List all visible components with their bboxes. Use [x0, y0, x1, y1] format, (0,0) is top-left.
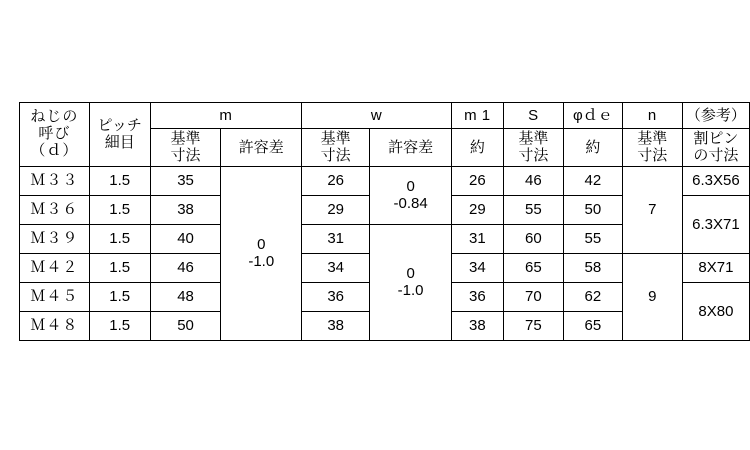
header-de-approx: 約 [564, 129, 623, 167]
header-m-standard-dim: 基準 寸法 [150, 129, 221, 167]
cell-m-standard: 40 [150, 225, 221, 254]
cell-m-standard: 35 [150, 167, 221, 196]
cell-pitch: 1.5 [89, 312, 150, 341]
cell-de: 55 [564, 225, 623, 254]
spec-table-container [19, 102, 750, 341]
header-split-pin-dim: 割ピン の寸法 [682, 129, 749, 167]
cell-m1: 34 [451, 254, 503, 283]
header-n-standard-dim: 基準 寸法 [622, 129, 682, 167]
cell-de: 65 [564, 312, 623, 341]
cell-n-standard-group2: 9 [622, 254, 682, 341]
cell-m1: 31 [451, 225, 503, 254]
cell-thread-size: Ｍ４５ [20, 283, 90, 312]
cell-m-standard: 38 [150, 196, 221, 225]
cell-m-standard: 50 [150, 312, 221, 341]
cell-de: 42 [564, 167, 623, 196]
cell-w-standard: 26 [302, 167, 370, 196]
cell-thread-size: Ｍ４２ [20, 254, 90, 283]
cell-w-standard: 38 [302, 312, 370, 341]
cell-m1: 29 [451, 196, 503, 225]
cell-de: 62 [564, 283, 623, 312]
header-m-tolerance: 許容差 [221, 129, 302, 167]
cell-split-pin-2: 6.3X71 [682, 196, 749, 254]
header-m1-approx: 約 [451, 129, 503, 167]
table-header-row-top [20, 103, 750, 129]
cell-w-tolerance-group1: 0 -0.84 [370, 167, 452, 225]
cell-m1: 26 [451, 167, 503, 196]
cell-split-pin-1: 6.3X56 [682, 167, 749, 196]
cell-thread-size: Ｍ３６ [20, 196, 90, 225]
cell-s: 65 [503, 254, 563, 283]
cell-s: 70 [503, 283, 563, 312]
header-m: m [150, 103, 301, 129]
table-row [20, 167, 750, 196]
cell-w-standard: 31 [302, 225, 370, 254]
cell-pitch: 1.5 [89, 254, 150, 283]
cell-pitch: 1.5 [89, 283, 150, 312]
cell-m-standard: 48 [150, 283, 221, 312]
cell-pitch: 1.5 [89, 196, 150, 225]
header-w-tolerance: 許容差 [370, 129, 452, 167]
cell-m1: 36 [451, 283, 503, 312]
cell-m1: 38 [451, 312, 503, 341]
header-reference: （参考） [682, 103, 749, 129]
cell-s: 46 [503, 167, 563, 196]
cell-thread-size: Ｍ３３ [20, 167, 90, 196]
cell-thread-size: Ｍ４８ [20, 312, 90, 341]
cell-n-standard-group1: 7 [622, 167, 682, 254]
header-w: w [302, 103, 452, 129]
header-w-standard-dim: 基準 寸法 [302, 129, 370, 167]
cell-thread-size: Ｍ３９ [20, 225, 90, 254]
header-thread-size: ねじの 呼び （ｄ） [20, 103, 90, 167]
cell-de: 58 [564, 254, 623, 283]
cell-m-standard: 46 [150, 254, 221, 283]
cell-pitch: 1.5 [89, 167, 150, 196]
cell-w-tolerance-group2: 0 -1.0 [370, 225, 452, 341]
cell-split-pin-3: 8X71 [682, 254, 749, 283]
header-m1: m 1 [451, 103, 503, 129]
cell-w-standard: 29 [302, 196, 370, 225]
cell-pitch: 1.5 [89, 225, 150, 254]
cell-de: 50 [564, 196, 623, 225]
header-pitch: ピッチ 細目 [89, 103, 150, 167]
header-de: φｄｅ [564, 103, 623, 129]
cell-w-standard: 34 [302, 254, 370, 283]
fastener-spec-table [19, 102, 750, 341]
header-s: S [503, 103, 563, 129]
cell-m-tolerance: 0 -1.0 [221, 167, 302, 341]
header-n: n [622, 103, 682, 129]
header-s-standard-dim: 基準 寸法 [503, 129, 563, 167]
cell-split-pin-4: 8X80 [682, 283, 749, 341]
cell-s: 75 [503, 312, 563, 341]
cell-s: 60 [503, 225, 563, 254]
cell-w-standard: 36 [302, 283, 370, 312]
cell-s: 55 [503, 196, 563, 225]
